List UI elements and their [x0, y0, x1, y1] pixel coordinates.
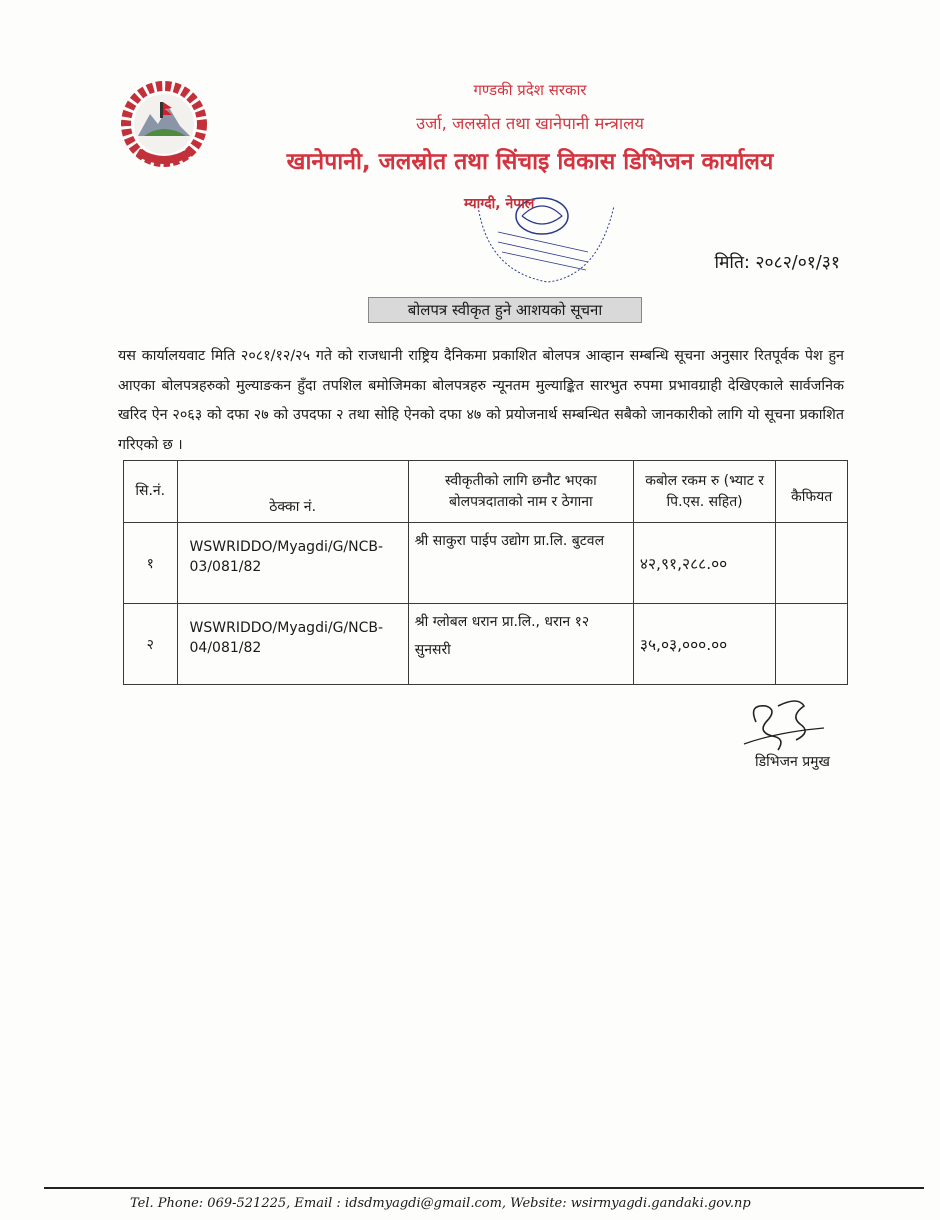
- row-amount: ४२,९१,२८८.००: [633, 523, 775, 604]
- signatory-title: डिभिजन प्रमुख: [755, 754, 830, 770]
- footer-divider: [44, 1187, 924, 1189]
- ministry-heading: उर्जा, जलस्रोत तथा खानेपानी मन्त्रालय: [416, 114, 644, 133]
- row-contract-no: WSWRIDDO/Myagdi/G/NCB-04/081/82: [177, 604, 408, 685]
- row-contract-no: WSWRIDDO/Myagdi/G/NCB-03/081/82: [177, 523, 408, 604]
- footer-contact: Tel. Phone: 069-521225, Email : idsdmyagdi@gmail.com, Website: wsirmyagdi.gandaki.gov.np: [130, 1196, 751, 1211]
- col-remarks-header: कैफियत: [776, 461, 848, 523]
- office-location: म्याग्दी, नेपाल: [464, 196, 535, 212]
- col-bidder-header: स्वीकृतीको लागि छनौट भएका बोलपत्रदाताको नाम र ठेगाना: [408, 461, 633, 523]
- row-bidder: श्री साकुरा पाईप उद्योग प्रा.लि. बुटवल: [408, 523, 633, 604]
- row-sn: १: [124, 523, 178, 604]
- col-amount-header: कबोल रकम रु (भ्याट र पि.एस. सहित): [633, 461, 775, 523]
- row-sn: २: [124, 604, 178, 685]
- table-row: [124, 523, 848, 604]
- office-heading: खानेपानी, जलस्रोत तथा सिंचाइ विकास डिभिजन कार्यालय: [286, 149, 774, 175]
- row-bidder: श्री ग्लोबल धरान प्रा.लि., धरान १२ सुनसरी: [408, 604, 633, 685]
- row-remarks: [776, 604, 848, 685]
- col-sn-header: सि.नं.: [124, 461, 178, 523]
- date-line: मिति: २०८२/०१/३१: [714, 253, 840, 273]
- col-contract-header: ठेक्का नं.: [177, 461, 408, 523]
- notice-body: यस कार्यालयवाट मिति २०८१/१२/२५ गते को राजधानी राष्ट्रिय दैनिकमा प्रकाशित बोलपत्र आव्हान सम्बन्धि सूचना अनुसार रितपूर्वक पेश हुन आएका बोलपत्रहरुको मुल्याङकन हुँदा तपशिल बमोजिमका बोलपत्रहरु न्यूनतम मुल्याङ्कित सारभुत रुपमा प्रभावग्राही देखिएकाले सार्वजनिक खरिद ऐन २०६३ को दफा २७ को उपदफा २ तथा सोहि ऐनको दफा ४७ को प्रयोजनार्थ सम्बन्धित सबैको जानकारीको लागि यो सूचना प्रकाशित गरिएको छ ।: [118, 348, 844, 453]
- row-amount: ३५,०३,०००.००: [633, 604, 775, 685]
- row-remarks: [776, 523, 848, 604]
- table-header-row: [124, 461, 848, 523]
- table-row: [124, 604, 848, 685]
- awarded-bids-table: [123, 460, 848, 685]
- notice-title: बोलपत्र स्वीकृत हुने आशयको सूचना: [368, 297, 642, 323]
- government-heading: गण्डकी प्रदेश सरकार: [473, 81, 587, 99]
